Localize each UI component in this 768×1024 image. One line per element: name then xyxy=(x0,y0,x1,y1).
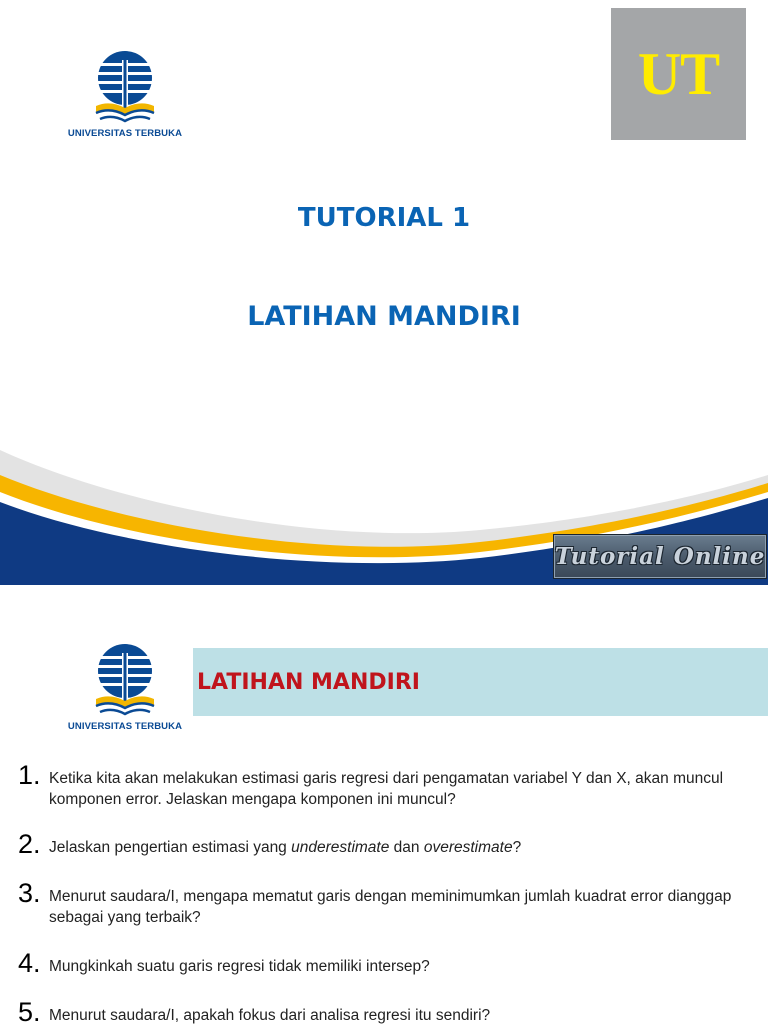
tutorial-online-text: Tutorial Online xyxy=(554,543,766,570)
tutorial-online-badge xyxy=(553,534,767,579)
question-text-part: Jelaskan pengertian estimasi yang xyxy=(49,839,292,856)
question-item xyxy=(18,998,753,1024)
question-text: Mungkinkah suatu garis regresi tidak memiliki intersep? xyxy=(49,958,430,975)
question-text-emphasis: underestimate xyxy=(291,839,390,856)
question-text: Menurut saudara/I, apakah fokus dari analisa regresi itu sendiri? xyxy=(49,1007,491,1024)
question-item xyxy=(18,761,753,810)
universitas-terbuka-logo-icon xyxy=(94,50,156,126)
universitas-terbuka-logo-icon xyxy=(94,643,156,719)
question-text: Menurut saudara/I, mengapa mematut garis dengan meminimumkan jumlah kuadrat error dianggap sebagai yang terbaik? xyxy=(49,888,732,926)
question-item xyxy=(18,879,753,928)
ut-badge xyxy=(611,8,746,140)
university-logo xyxy=(64,643,186,732)
question-number: 2. xyxy=(18,829,41,859)
ut-badge-text: UT xyxy=(637,40,720,107)
question-text-emphasis: overestimate xyxy=(423,839,513,856)
question-item xyxy=(18,830,753,858)
question-text-part: dan xyxy=(389,839,424,856)
slide-title: TUTORIAL 1 xyxy=(297,203,471,233)
question-text: Ketika kita akan melakukan estimasi garis regresi dari pengamatan variabel Y dan X, akan muncul komponen error. Jelaskan mengapa komponen ini muncul? xyxy=(49,770,724,808)
question-text-part: ? xyxy=(512,839,522,856)
question-number: 3. xyxy=(18,878,41,908)
slide-header-title: LATIHAN MANDIRI xyxy=(197,669,420,695)
question-text xyxy=(49,830,753,858)
university-logo xyxy=(64,50,186,139)
exercise-slide xyxy=(0,585,768,1024)
question-number: 4. xyxy=(18,948,41,978)
question-number: 5. xyxy=(18,997,41,1024)
question-number: 1. xyxy=(18,760,41,790)
slide-subtitle: LATIHAN MANDIRI xyxy=(247,301,521,332)
logo-label: UNIVERSITAS TERBUKA xyxy=(67,128,183,139)
logo-label: UNIVERSITAS TERBUKA xyxy=(67,721,183,732)
question-item xyxy=(18,949,753,977)
slide-header xyxy=(193,648,768,716)
